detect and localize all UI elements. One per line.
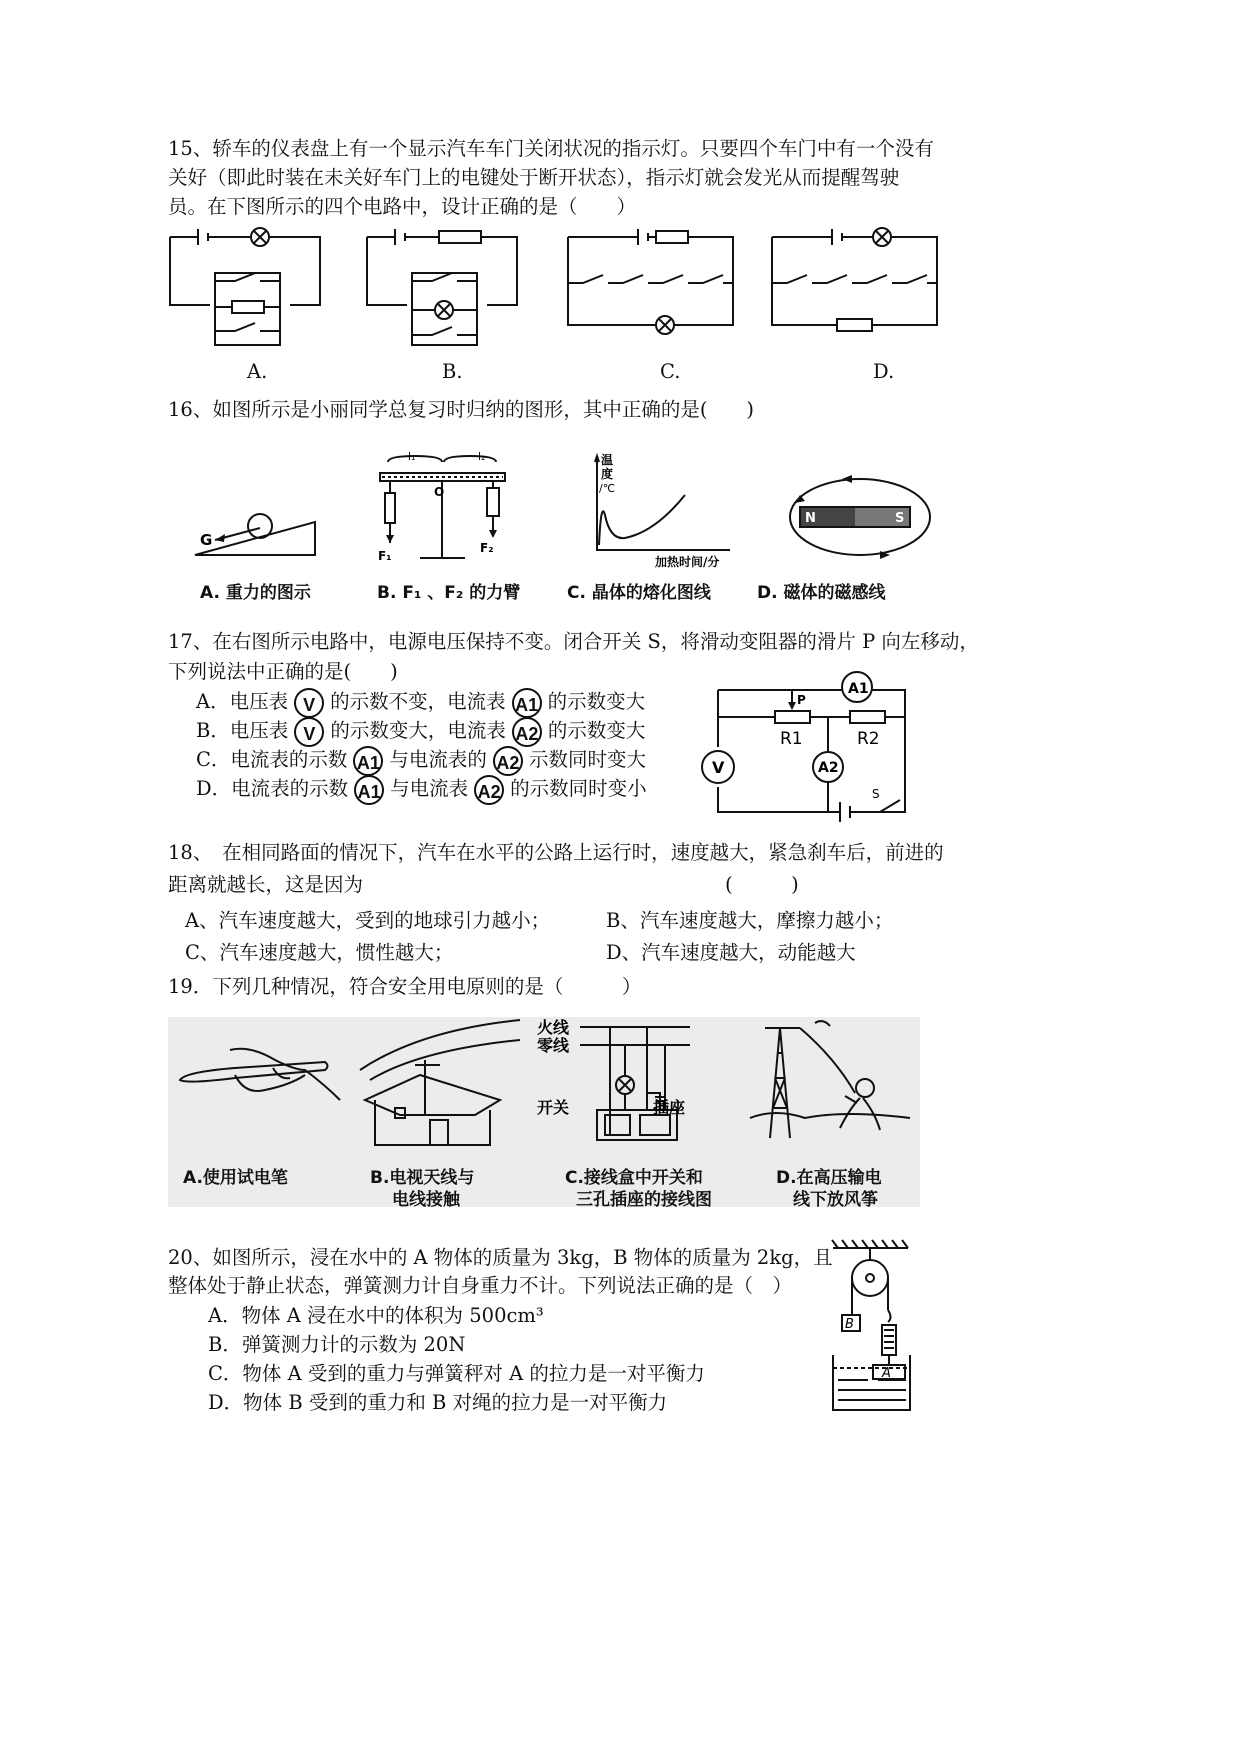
q19-c-socket: 插座 <box>653 1098 686 1117</box>
q18-paren: ( ) <box>725 873 799 896</box>
q16-c-ylabel2: 度 <box>601 467 614 481</box>
q19-c-zero: 零线 <box>537 1036 570 1055</box>
q16-line1: 16、如图所示是小丽同学总复习时归纳的图形，其中正确的是( ) <box>168 398 755 421</box>
q16-b-f1: F₁ <box>378 549 392 563</box>
q17-line2: 下列说法中正确的是( ) <box>168 660 398 683</box>
q17-line1: 17、在右图所示电路中，电源电压保持不变。闭合开关 S，将滑动变阻器的滑片 P 向左移动， <box>168 630 979 653</box>
ammeter-icon: A2 <box>512 717 542 747</box>
q19-line1: 19．下列几种情况，符合安全用电原则的是（ ） <box>168 975 642 998</box>
q18-option-b: B、汽车速度越大，摩擦力越小； <box>606 909 894 932</box>
ammeter-icon: A1 <box>353 746 383 776</box>
q16-fig-c <box>585 450 735 575</box>
q19-fig-a <box>175 1040 350 1120</box>
q16-fig-b <box>370 448 515 573</box>
voltmeter-icon: V <box>294 688 324 718</box>
q16-cap-b: B. F₁ 、F₂ 的力臂 <box>377 583 521 603</box>
q19-cap-c1: C.接线盒中开关和 <box>565 1168 703 1188</box>
q20-option-a: A．物体 A 浸在水中的体积为 500cm³ <box>208 1304 544 1327</box>
q20-figure <box>828 1240 913 1415</box>
q16-cap-a: A. 重力的图示 <box>200 583 311 603</box>
q20-fig-b: B <box>845 1317 854 1332</box>
q18-option-d: D、汽车速度越大，动能越大 <box>606 941 856 964</box>
q19-cap-c2: 三孔插座的接线图 <box>576 1190 712 1210</box>
q17-circuit-s: S <box>872 787 880 801</box>
q19-fig-d <box>745 1018 915 1143</box>
q18-option-c: C、汽车速度越大，惯性越大； <box>185 941 454 964</box>
q16-d-s: S <box>895 511 905 526</box>
q16-c-yunit: /℃ <box>599 482 616 495</box>
circuit-c <box>568 229 733 334</box>
q16-cap-c: C. 晶体的熔化图线 <box>567 583 711 603</box>
q15-label-d: D. <box>873 360 895 383</box>
q17-circuit-r1: R1 <box>780 729 803 749</box>
q17-circuit-v: V <box>712 758 725 777</box>
voltmeter-icon: V <box>294 717 324 747</box>
q19-fig-c <box>535 1015 695 1145</box>
ammeter-icon: A2 <box>493 746 523 776</box>
q16-d-n: N <box>805 511 816 526</box>
q17-option-d: D．电流表的示数 A1 与电流表 A2 的示数同时变小 <box>196 774 647 805</box>
q19-cap-b1: B.电视天线与 <box>370 1168 475 1188</box>
circuit-d <box>772 228 937 331</box>
q15-line2: 关好（即此时装在未关好车门上的电键处于断开状态），指示灯就会发光从而提醒驾驶 <box>168 166 900 189</box>
ammeter-icon: A2 <box>474 775 504 805</box>
q15-line1: 15、轿车的仪表盘上有一个显示汽车车门关闭状况的指示灯。只要四个车门中有一个没有 <box>168 137 934 160</box>
q20-option-c: C．物体 A 受到的重力与弹簧秤对 A 的拉力是一对平衡力 <box>208 1362 705 1385</box>
q20-option-b: B．弹簧测力计的示数为 20N <box>208 1333 466 1356</box>
q15-line3: 员。在下图所示的四个电路中，设计正确的是（ ） <box>168 195 637 218</box>
circuit-a <box>170 228 320 345</box>
q16-b-o: O <box>434 485 445 499</box>
q17-option-c: C．电流表的示数 A1 与电流表的 A2 示数同时变大 <box>196 745 646 776</box>
q16-b-l2: l₂ <box>478 450 486 463</box>
q16-c-ylabel1: 温 <box>601 453 614 467</box>
q19-fig-b <box>360 1020 525 1150</box>
q20-line2: 整体处于静止状态，弹簧测力计自身重力不计。下列说法正确的是（ ） <box>168 1274 793 1297</box>
q20-fig-a: A <box>882 1366 891 1381</box>
q17-option-a: A．电压表 V 的示数不变，电流表 A1 的示数变大 <box>196 687 645 718</box>
q18-line1: 18、 在相同路面的情况下，汽车在水平的公路上运行时，速度越大，紧急刹车后，前进的 <box>168 841 944 864</box>
q17-circuit-r2: R2 <box>857 729 880 749</box>
ammeter-icon: A1 <box>512 688 542 718</box>
q16-b-f2: F₂ <box>480 541 494 555</box>
q19-cap-b2: 电线接触 <box>392 1190 460 1210</box>
q16-c-xlabel: 加热时间/分 <box>655 555 720 569</box>
q17-option-b: B．电压表 V 的示数变大，电流表 A2 的示数变大 <box>196 716 645 747</box>
q19-c-switch: 开关 <box>537 1098 570 1117</box>
q15-label-c: C. <box>660 360 681 383</box>
q16-cap-d: D. 磁体的磁感线 <box>757 583 886 603</box>
q16-fig-a <box>190 500 320 560</box>
q17-circuit-a1: A1 <box>848 681 869 697</box>
q18-option-a: A、汽车速度越大，受到的地球引力越小； <box>185 909 551 932</box>
q16-a-g: G <box>200 531 213 549</box>
q17-circuit <box>700 672 915 822</box>
q15-label-a: A. <box>247 360 268 383</box>
q16-fig-d <box>785 475 935 560</box>
q15-circuits <box>160 225 950 355</box>
q17-circuit-a2: A2 <box>818 760 839 776</box>
q17-circuit-p: P <box>797 693 806 707</box>
q18-line2: 距离就越长，这是因为 <box>168 873 364 896</box>
q20-option-d: D．物体 B 受到的重力和 B 对绳的拉力是一对平衡力 <box>208 1391 668 1414</box>
q16-b-l1: l₁ <box>408 450 416 463</box>
ammeter-icon: A1 <box>354 775 384 805</box>
q19-cap-d2: 线下放风筝 <box>793 1190 878 1210</box>
q19-cap-d1: D.在高压输电 <box>776 1168 882 1188</box>
circuit-b <box>367 229 517 345</box>
q19-c-fire: 火线 <box>537 1018 570 1037</box>
q15-label-b: B. <box>442 360 463 383</box>
q19-cap-a: A.使用试电笔 <box>183 1168 288 1188</box>
q20-line1: 20、如图所示，浸在水中的 A 物体的质量为 3kg，B 物体的质量为 2kg，且 <box>168 1246 833 1269</box>
